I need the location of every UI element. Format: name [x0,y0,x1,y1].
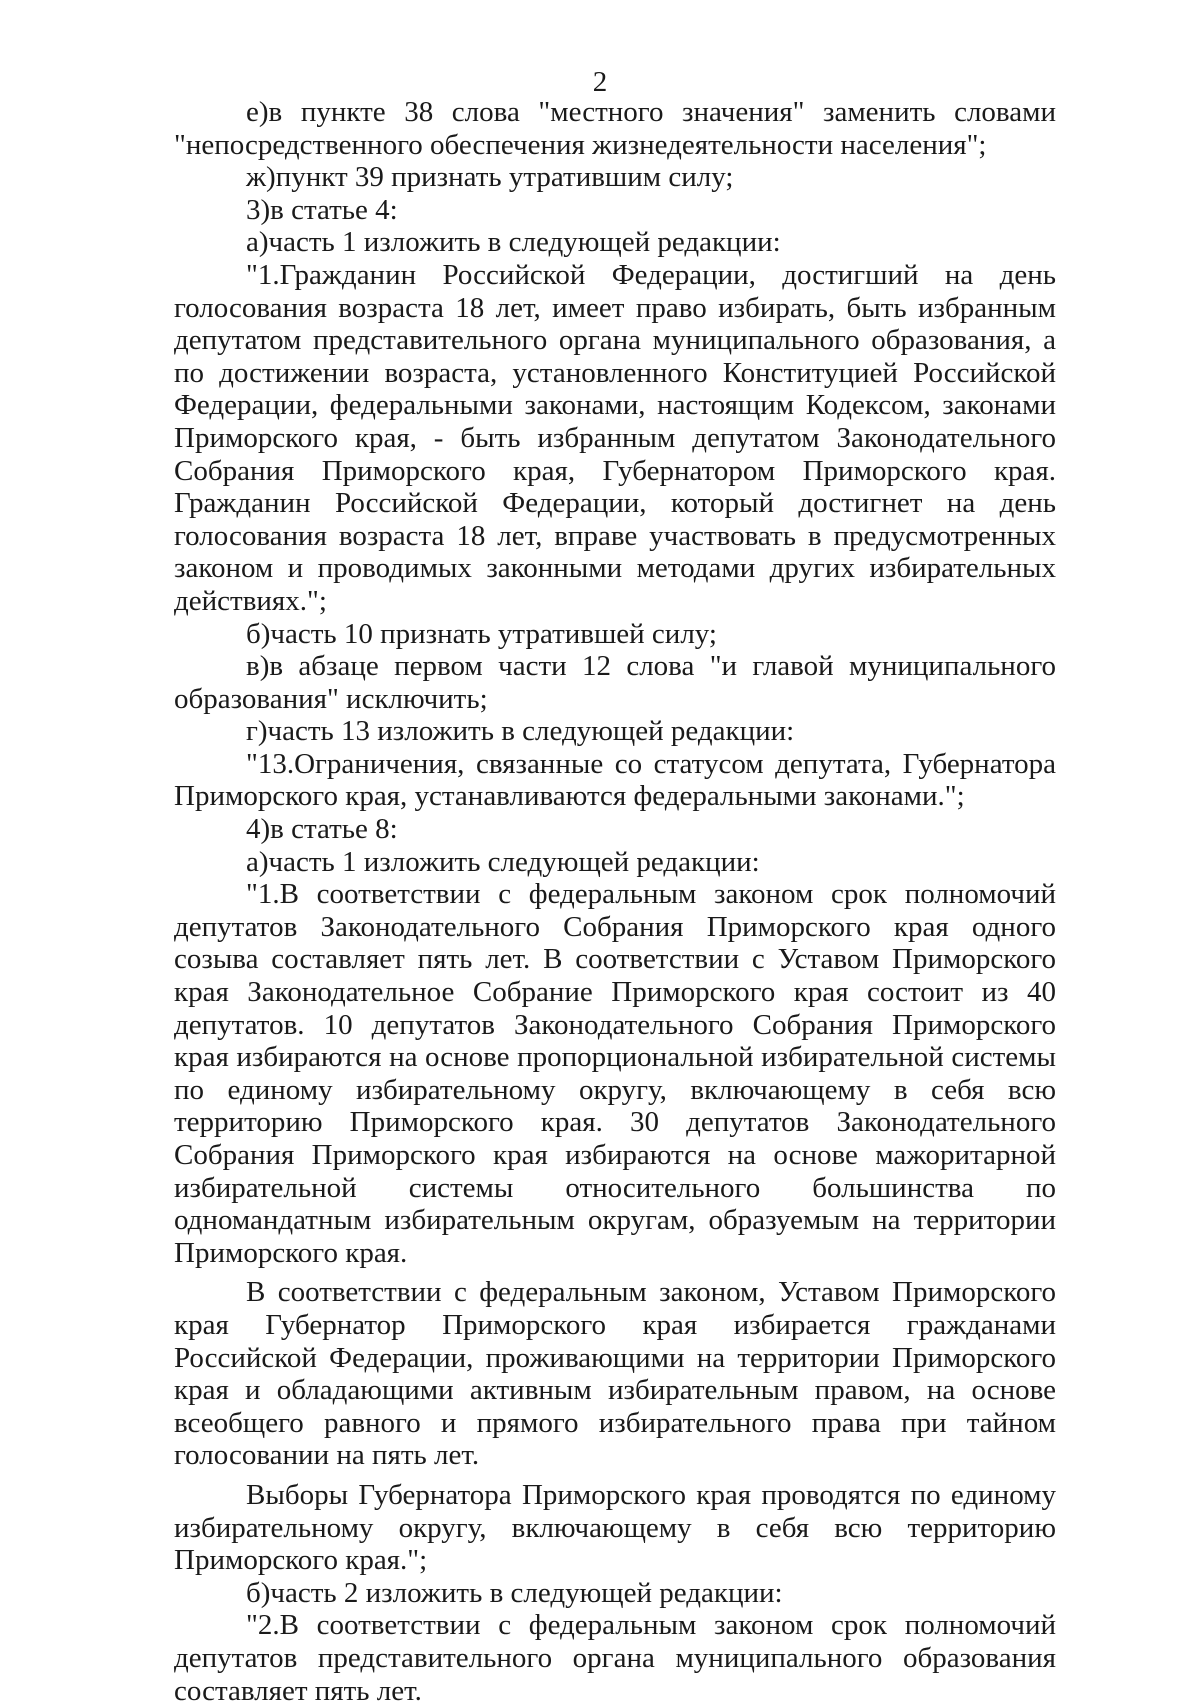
paragraph-article-4: 3)в статье 4: [246,193,398,226]
paragraph-article-8-part-1-intro: а)часть 1 изложить следующей редакции: [246,845,760,878]
paragraph-part-13-intro: г)часть 13 изложить в следующей редакции: [246,715,795,748]
paragraph-item-zh: ж)пункт 39 признать утратившим силу; [246,161,734,194]
paragraph-part-1-text: "1.Гражданин Российской Федерации, достигший на день голосования возраста 18 лет, имеет право избирать, быть избранным депутатом представительного органа муниципального образования, а по достижении возраста, установленного Конституцией Российской Федерации, федеральными законами, настоящим Кодексом, законами Приморского края, - быть избранным депутатом Законодательного Собрания Приморского края, Губернатором Приморского края. Гражданин Российской Федерации, который достигнет на день голосования возраста 18 лет, вправе участвовать в предусмотренных законом и проводимых законными методами других избирательных действиях."; [174,258,1056,617]
paragraph-part-13-text: "13.Ограничения, связанные со статусом депутата, Губернатора Приморского края, устанавливаются федеральными законами."; [174,747,1056,813]
paragraph-part-2-intro: б)часть 2 изложить в следующей редакции: [246,1576,783,1609]
paragraph-governor-election: В соответствии с федеральным законом, Уставом Приморского края Губернатор Приморского края избирается гражданами Российской Федерации, проживающими на территории Приморского края и обладающими активным избирательным правом, на основе всеобщего равного и прямого избирательного права при тайном голосовании на пять лет. [174,1276,1056,1472]
paragraph-part-2-text: "2.В соответствии с федеральным законом срок полномочий депутатов представительного органа муниципального образования составляет пять лет. [174,1609,1056,1707]
paragraph-part-10: б)часть 10 признать утратившей силу; [246,617,717,650]
paragraph-item-e: е)в пункте 38 слова "местного значения" заменить словами "непосредственного обеспечения жизнедеятельности населения"; [174,96,1056,161]
document-body [174,96,1056,1707]
paragraph-part-1-intro: а)часть 1 изложить в следующей редакции: [246,226,781,259]
paragraph-governor-district: Выборы Губернатора Приморского края проводятся по единому избирательному округу, включающему в себя всю территорию Приморского края."; [174,1478,1056,1577]
page-number: 2 [592,66,608,98]
paragraph-part-12: в)в абзаце первом части 12 слова "и главой муниципального образования" исключить; [174,650,1056,715]
paragraph-article-8: 4)в статье 8: [246,813,398,846]
paragraph-article-8-part-1-text: "1.В соответствии с федеральным законом срок полномочий депутатов Законодательного Собрания Приморского края одного созыва составляет пять лет. В соответствии с Уставом Приморского края Законодательное Собрание Приморского края состоит из 40 депутатов. 10 депутатов Законодательного Собрания Приморского края избираются на основе пропорциональной избирательной системы по единому избирательному округу, включающему в себя всю территорию Приморского края. 30 депутатов Законодательного Собрания Приморского края избираются на основе мажоритарной избирательной системы относительного большинства по одномандатным избирательным округам, образуемым на территории Приморского края. [174,878,1056,1269]
